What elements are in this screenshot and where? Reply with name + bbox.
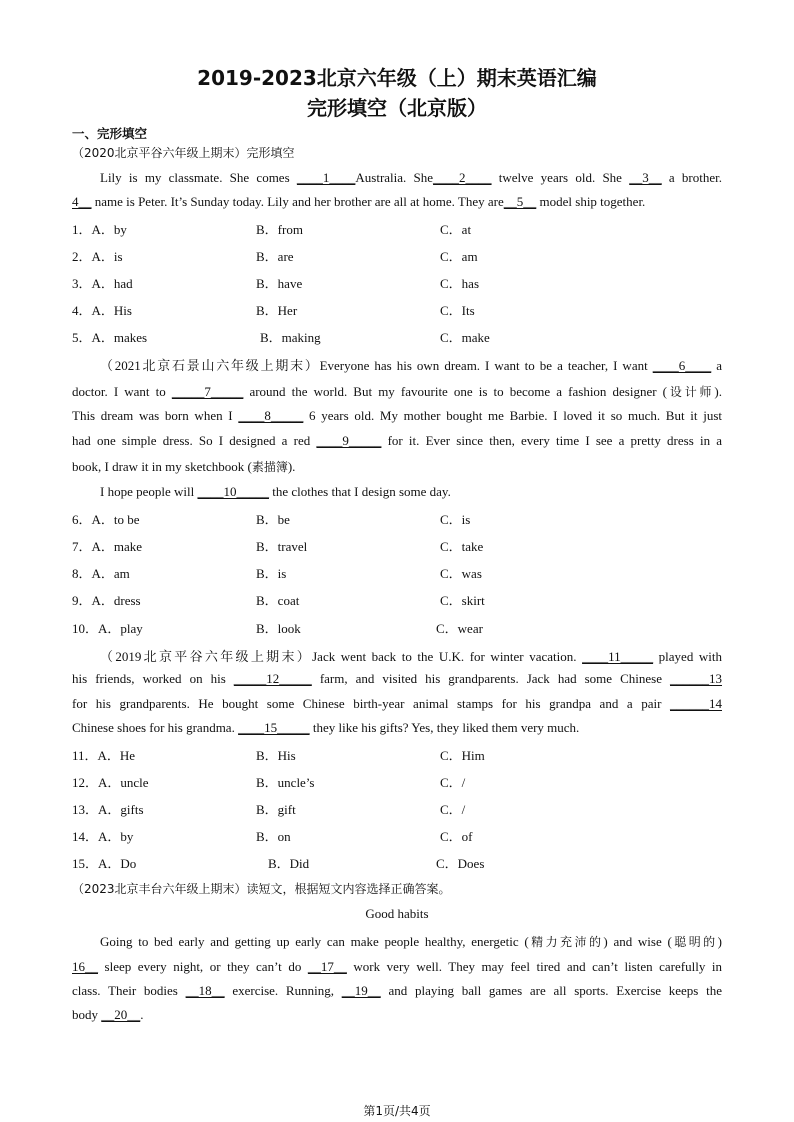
question-option[interactable]: C．make [440, 330, 490, 345]
blank-20: __20__ [101, 1007, 141, 1022]
question-option[interactable]: C．/ [440, 775, 466, 790]
question-option[interactable]: C．wear [436, 621, 483, 636]
passage3-line3: for his grandparents. He bought some Chinese birth-year animal stamps for his grandpa and a pair ______14 [72, 696, 722, 711]
question-option[interactable]: B．be [256, 512, 290, 527]
question-option[interactable]: B．coat [256, 593, 300, 608]
question-option[interactable]: 1．A．by [72, 222, 127, 237]
question-option[interactable]: C．of [440, 829, 473, 844]
question-option[interactable]: C．Him [440, 748, 485, 763]
question-option[interactable]: C．has [440, 276, 480, 291]
blank-10: ____10_____ [197, 484, 269, 499]
question-option[interactable]: 6．A．to be [72, 512, 140, 527]
blank-2: ____2____ [433, 170, 492, 185]
document-title: 2019-2023北京六年级（上）期末英语汇编 [197, 66, 597, 90]
question-option[interactable]: B．travel [256, 539, 308, 554]
question-option[interactable]: B．gift [256, 802, 296, 817]
passage1-source: （2020北京平谷六年级上期末）完形填空 [72, 146, 295, 160]
passage4-line1: Going to bed early and getting up early can make people healthy, energetic (精力充沛的) and wise (聪明的) [100, 934, 722, 949]
question-option[interactable]: C．/ [440, 802, 466, 817]
passage2-line5: book, I draw it in my sketchbook (素描簿). [72, 459, 296, 474]
passage4-line2: 16__ sleep every night, or they can’t do __17__ work very well. They may feel tired and can’t listen carefully in [72, 959, 722, 974]
blank-9: ____9_____ [316, 433, 382, 448]
passage2-line4: had one simple dress. So I designed a red ____9_____ for it. Ever since then, every time I see a pretty dress in a [72, 433, 723, 448]
question-option[interactable]: 4．A．His [72, 303, 132, 318]
passage3-line1: （2019北京平谷六年级上期末）Jack went back to the U.K. for winter vacation. ____11_____ played with [100, 649, 722, 664]
question-option[interactable]: C．Does [436, 856, 485, 871]
passage3-line4: Chinese shoes for his grandma. ____15_____ they like his gifts? Yes, they liked them very much. [72, 720, 580, 735]
question-option[interactable]: 12．A．uncle [72, 775, 149, 790]
question-option[interactable]: C．take [440, 539, 484, 554]
question-option[interactable]: B．is [256, 566, 287, 581]
page-number: 第1页/共4页 [363, 1104, 431, 1118]
blank-12: _____12_____ [233, 671, 312, 686]
blank-19: __19__ [341, 983, 381, 998]
blank-5: __5__ [503, 194, 537, 209]
blank-7: _____7_____ [171, 384, 244, 399]
question-option[interactable]: B．look [256, 621, 301, 636]
passage2-line1: （2021北京石景山六年级上期末）Everyone has his own dream. I want to be a teacher, I want ____6____ a [100, 358, 722, 373]
question-option[interactable]: 13．A．gifts [72, 802, 144, 817]
question-option[interactable]: C．am [440, 249, 478, 264]
passage2-line3: This dream was born when I ____8_____ 6 years old. My mother bought me Barbie. I loved it so much. But it just [72, 408, 722, 423]
question-option[interactable]: C．at [440, 222, 472, 237]
blank-8: ____8_____ [238, 408, 304, 423]
passage2-line6: I hope people will ____10_____ the clothes that I design some day. [100, 484, 451, 499]
passage2-line2: doctor. I want to _____7_____ around the world. But my favourite one is to become a fashion designer (设计师). [72, 384, 722, 399]
question-option[interactable]: 9．A．dress [72, 593, 141, 608]
question-option[interactable]: B．Her [256, 303, 298, 318]
question-option[interactable]: 3．A．had [72, 276, 133, 291]
question-option[interactable]: B．on [256, 829, 291, 844]
question-option[interactable]: B．have [256, 276, 303, 291]
passage4-source: （2023北京丰台六年级上期末）读短文，根据短文内容选择正确答案。 [72, 882, 451, 896]
blank-18: __18__ [185, 983, 225, 998]
blank-17: __17__ [307, 959, 347, 974]
question-option[interactable]: 7．A．make [72, 539, 143, 554]
question-option[interactable]: 5．A．makes [72, 330, 148, 345]
document-subtitle: 完形填空（北京版） [307, 96, 487, 120]
blank-16: 16__ [72, 959, 98, 974]
question-option[interactable]: B．making [260, 330, 321, 345]
blank-11: ____11_____ [582, 649, 654, 664]
passage3-line2: his friends, worked on his _____12_____ farm, and visited his grandparents. Jack had some Chinese ______13 [72, 671, 722, 686]
blank-13: ______13 [670, 671, 722, 686]
passage1-line1: Lily is my classmate. She comes ____1____Australia. She____2____ twelve years old. She __3__ a brother. [100, 170, 723, 185]
question-option[interactable]: C．is [440, 512, 471, 527]
question-option[interactable]: 11．A．He [72, 748, 136, 763]
blank-3: __3__ [629, 170, 662, 185]
passage4-title: Good habits [365, 906, 429, 921]
question-option[interactable]: C．was [440, 566, 482, 581]
blank-14: ______14 [670, 696, 722, 711]
question-option[interactable]: 15．A．Do [72, 856, 137, 871]
question-option[interactable]: B．Did [268, 856, 310, 871]
question-option[interactable]: B．uncle’s [256, 775, 315, 790]
blank-6: ____6____ [652, 358, 712, 373]
question-option[interactable]: 10．A．play [72, 621, 143, 636]
blank-4: 4__ [72, 194, 92, 209]
question-option[interactable]: B．His [256, 748, 296, 763]
question-option[interactable]: 2．A．is [72, 249, 123, 264]
section-heading: 一、完形填空 [72, 126, 148, 141]
passage1-line2: 4__ name is Peter. It’s Sunday today. Lily and her brother are all at home. They are__5__ model ship together. [72, 194, 646, 209]
question-option[interactable]: 8．A．am [72, 566, 130, 581]
question-option[interactable]: C．skirt [440, 593, 485, 608]
passage4-line3: class. Their bodies __18__ exercise. Running, __19__ and playing ball games are all sports. Exercise keeps the [72, 983, 722, 998]
passage4-line4: body __20__. [72, 1007, 144, 1022]
question-option[interactable]: 14．A．by [72, 829, 134, 844]
question-option[interactable]: B．from [256, 222, 303, 237]
question-option[interactable]: B．are [256, 249, 294, 264]
question-option[interactable]: C．Its [440, 303, 475, 318]
blank-15: ____15_____ [238, 720, 310, 735]
blank-1: ____1____ [296, 170, 356, 185]
